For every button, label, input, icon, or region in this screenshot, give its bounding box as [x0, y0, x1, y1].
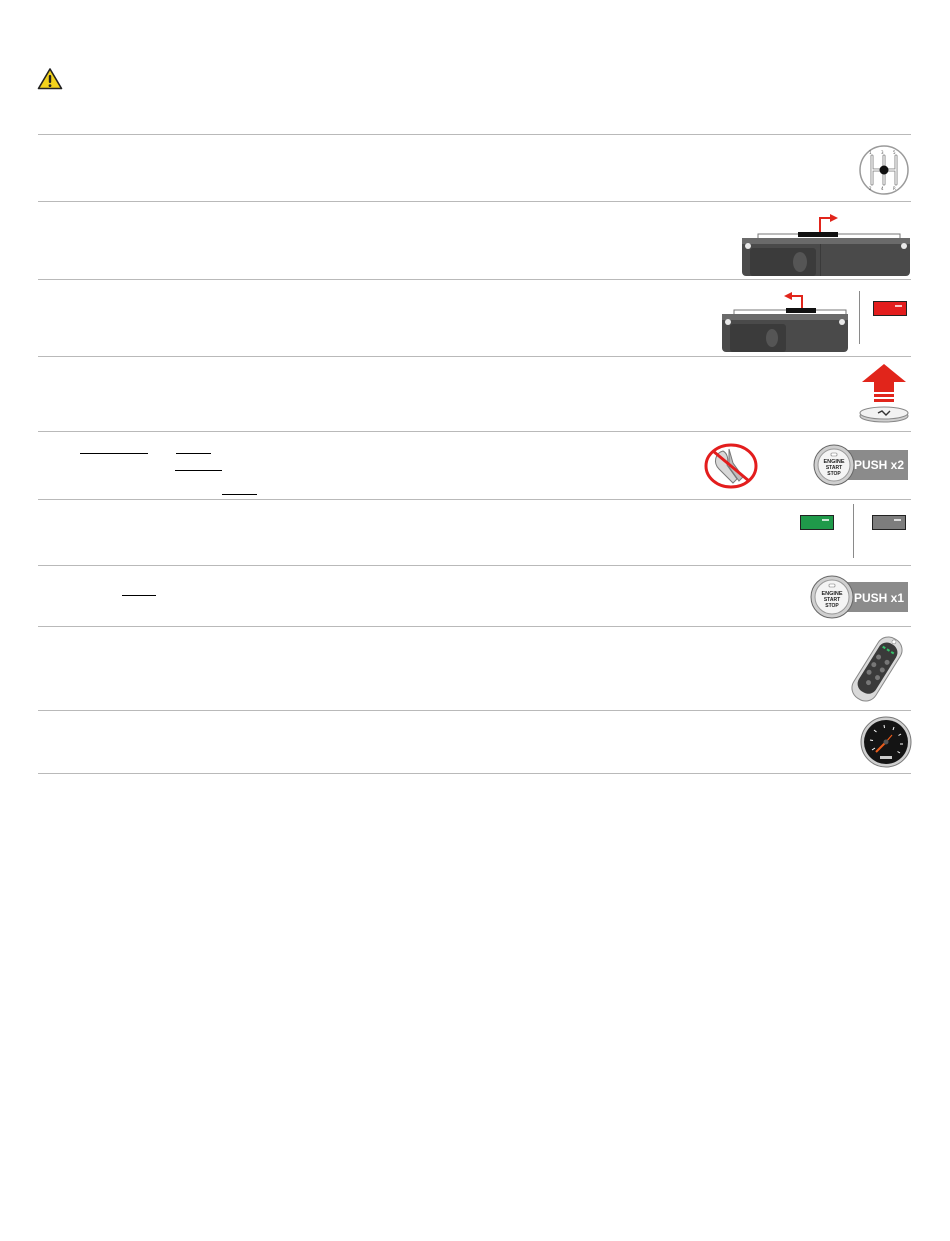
row-divider [38, 626, 911, 627]
row-divider [38, 710, 911, 711]
remote-fob-icon [842, 632, 912, 706]
underline [122, 595, 156, 596]
button-press-icon [856, 362, 912, 424]
row-divider [38, 279, 911, 280]
svg-text:4: 4 [881, 186, 884, 191]
svg-text:3: 3 [881, 150, 884, 155]
tachometer-icon [860, 716, 912, 768]
led-red [873, 301, 907, 316]
no-key-icon [703, 443, 759, 489]
row-divider [38, 499, 911, 500]
row-divider [38, 356, 911, 357]
svg-text:5: 5 [893, 150, 896, 155]
module-pull-icon [740, 210, 912, 276]
underline [80, 453, 148, 454]
led-green [800, 515, 834, 530]
gear-shift-icon [858, 144, 910, 196]
row-divider [38, 565, 911, 566]
underline [176, 453, 211, 454]
svg-text:1: 1 [869, 150, 872, 155]
row-divider [38, 431, 911, 432]
separator [853, 504, 854, 558]
stop-label: STOP [827, 471, 841, 477]
row-divider [38, 134, 911, 135]
module-push-icon [720, 288, 850, 352]
separator [859, 291, 860, 344]
engine-label: ENGINE [821, 591, 843, 597]
svg-text:R: R [893, 186, 896, 191]
engine-start-stop-icon [812, 442, 910, 488]
row-divider [38, 201, 911, 202]
underline [175, 470, 222, 471]
engine-start-stop-icon [808, 574, 910, 620]
stop-label: STOP [825, 603, 839, 609]
row-divider [38, 773, 911, 774]
start-label: START [823, 597, 841, 603]
underline [222, 494, 257, 495]
svg-text:2: 2 [869, 186, 872, 191]
warning-icon [37, 67, 63, 91]
push-x1-label: PUSH x1 [853, 591, 904, 605]
engine-label: ENGINE [823, 459, 845, 465]
start-label: START [825, 465, 843, 471]
led-gray [872, 515, 906, 530]
push-x2-label: PUSH x2 [853, 458, 904, 472]
